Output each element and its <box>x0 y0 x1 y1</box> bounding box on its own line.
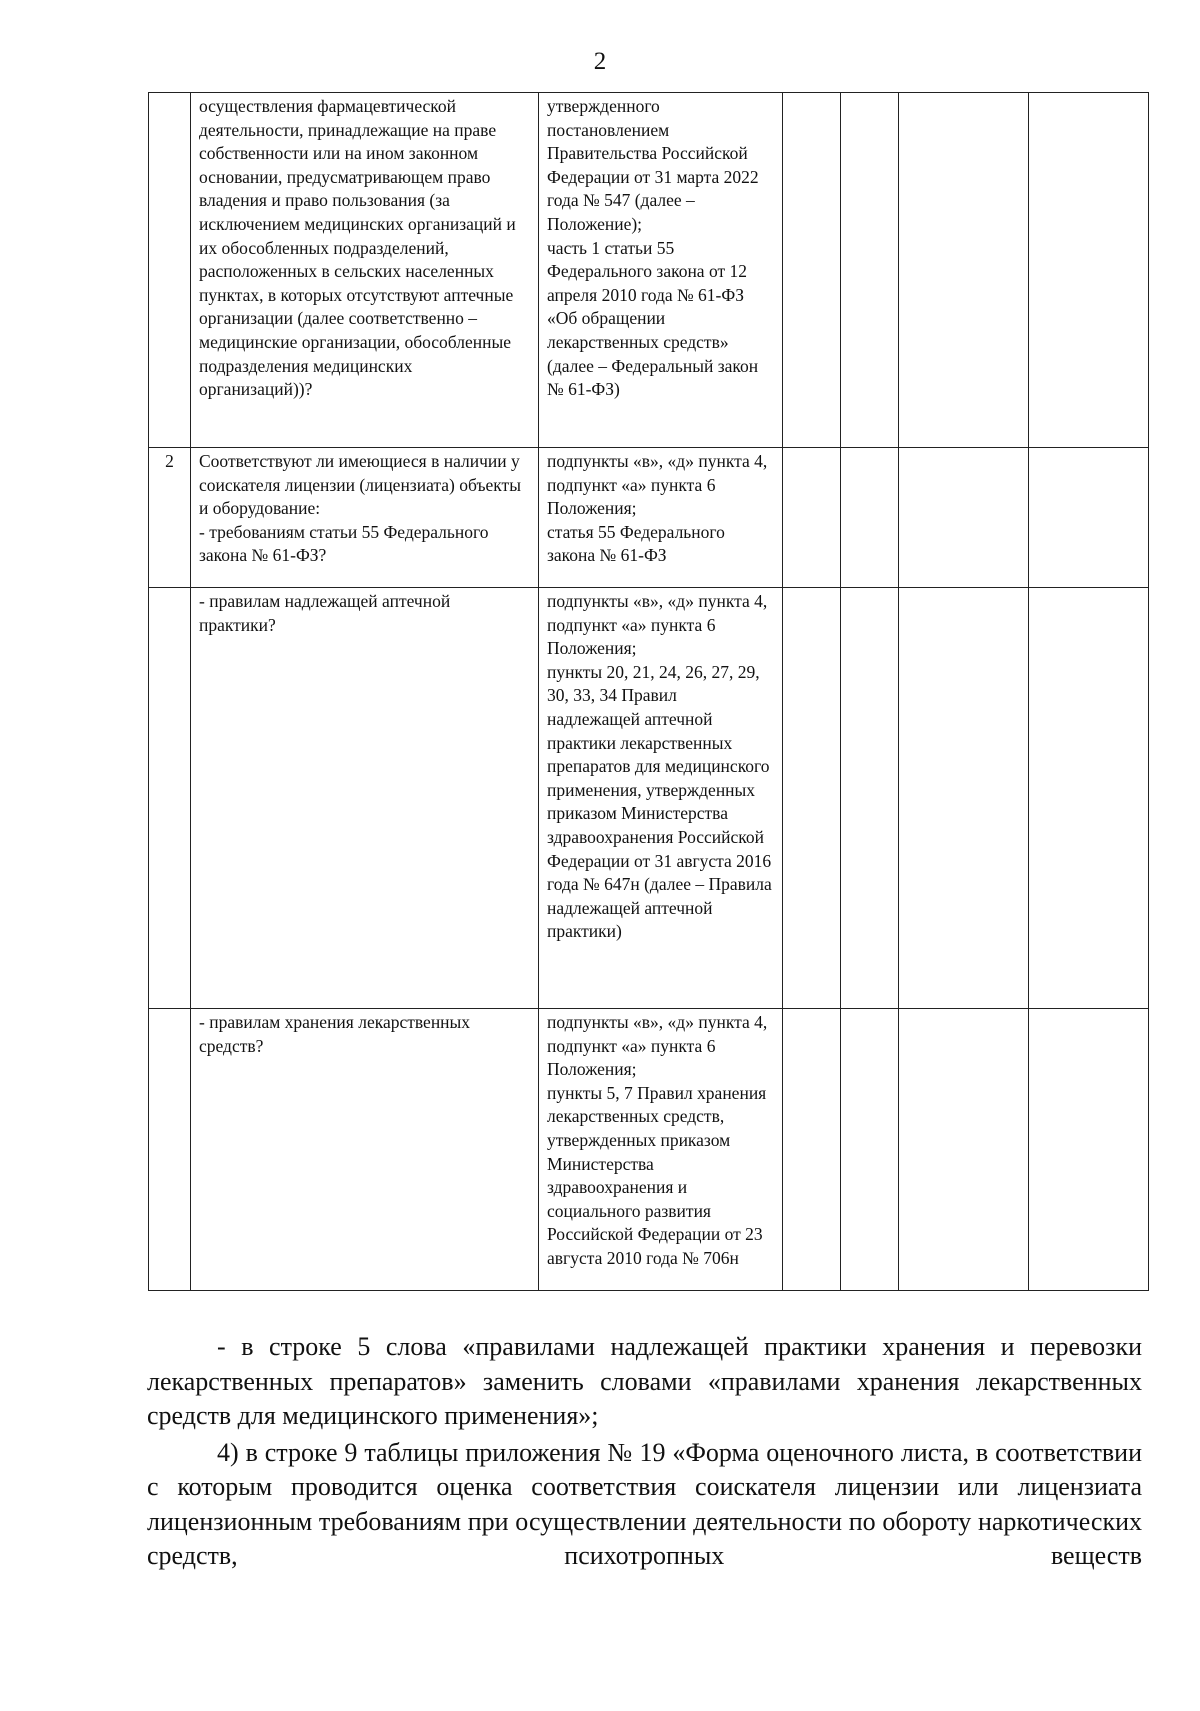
row-number-cell <box>149 1009 191 1291</box>
legal-basis-cell: подпункты «в», «д» пункта 4, подпункт «а» пункта 6 Положения; пункты 5, 7 Правил хранения лекарственных средств, утвержденных приказом Министерства здравоохранения и социального развития Российской Федерации от 23 августа 2010 года № 706н <box>539 1009 783 1291</box>
checklist-table <box>148 92 1149 1291</box>
answer-yes-cell <box>783 588 841 1009</box>
not-applicable-cell <box>899 448 1029 588</box>
question-cell: Соответствуют ли имеющиеся в наличии у соискателя лицензии (лицензиата) объекты и оборудование: - требованиям статьи 55 Федерального закона № 61-ФЗ? <box>191 448 539 588</box>
table-row <box>149 93 1149 448</box>
legal-basis-cell: подпункты «в», «д» пункта 4, подпункт «а» пункта 6 Положения; пункты 20, 21, 24, 26, 27, 29, 30, 33, 34 Правил надлежащей аптечной практики лекарственных препаратов для медицинского применения, утвержденных приказом Министерства здравоохранения Российской Федерации от 31 августа 2016 года № 647н (далее – Правила надлежащей аптечной практики) <box>539 588 783 1009</box>
notes-cell <box>1029 1009 1149 1291</box>
table-row <box>149 1009 1149 1291</box>
question-cell: - правилам хранения лекарственных средств? <box>191 1009 539 1291</box>
row-number-cell <box>149 588 191 1009</box>
notes-cell <box>1029 93 1149 448</box>
answer-no-cell <box>841 588 899 1009</box>
answer-yes-cell <box>783 93 841 448</box>
legal-basis-cell: подпункты «в», «д» пункта 4, подпункт «а» пункта 6 Положения; статья 55 Федерального закона № 61-ФЗ <box>539 448 783 588</box>
answer-yes-cell <box>783 448 841 588</box>
not-applicable-cell <box>899 588 1029 1009</box>
question-cell: осуществления фармацевтической деятельности, принадлежащие на праве собственности или на ином законном основании, предусматривающем право владения и право пользования (за исключением медицинских организаций и их обособленных подразделений, расположенных в сельских населенных пунктах, в которых отсутствуют аптечные организации (далее соответственно – медицинские организации, обособленные подразделения медицинских организаций))? <box>191 93 539 448</box>
not-applicable-cell <box>899 1009 1029 1291</box>
body-text <box>147 1330 1142 1574</box>
answer-yes-cell <box>783 1009 841 1291</box>
amendment-paragraph: 4) в строке 9 таблицы приложения № 19 «Форма оценочного листа, в соответствии с которым проводится оценка соответствия соискателя лицензии или лицензиата лицензионным требованиям при осуществлении деятельности по обороту наркотических средств, психотропных веществ <box>147 1437 1142 1570</box>
row-number-cell: 2 <box>149 448 191 588</box>
amendment-paragraph: - в строке 5 слова «правилами надлежащей практики хранения и перевозки лекарственных препаратов» заменить словами «правилами хранения лекарственных средств для медицинского применения»; <box>147 1332 1142 1430</box>
legal-basis-cell: утвержденного постановлением Правительства Российской Федерации от 31 марта 2022 года № 547 (далее – Положение); часть 1 статьи 55 Федерального закона от 12 апреля 2010 года № 61-ФЗ «Об обращении лекарственных средств» (далее – Федеральный закон № 61-ФЗ) <box>539 93 783 448</box>
question-cell: - правилам надлежащей аптечной практики? <box>191 588 539 1009</box>
table-row <box>149 448 1149 588</box>
notes-cell <box>1029 588 1149 1009</box>
answer-no-cell <box>841 93 899 448</box>
row-number-cell <box>149 93 191 448</box>
notes-cell <box>1029 448 1149 588</box>
table-row <box>149 588 1149 1009</box>
answer-no-cell <box>841 448 899 588</box>
not-applicable-cell <box>899 93 1029 448</box>
page-number: 2 <box>593 48 607 75</box>
answer-no-cell <box>841 1009 899 1291</box>
